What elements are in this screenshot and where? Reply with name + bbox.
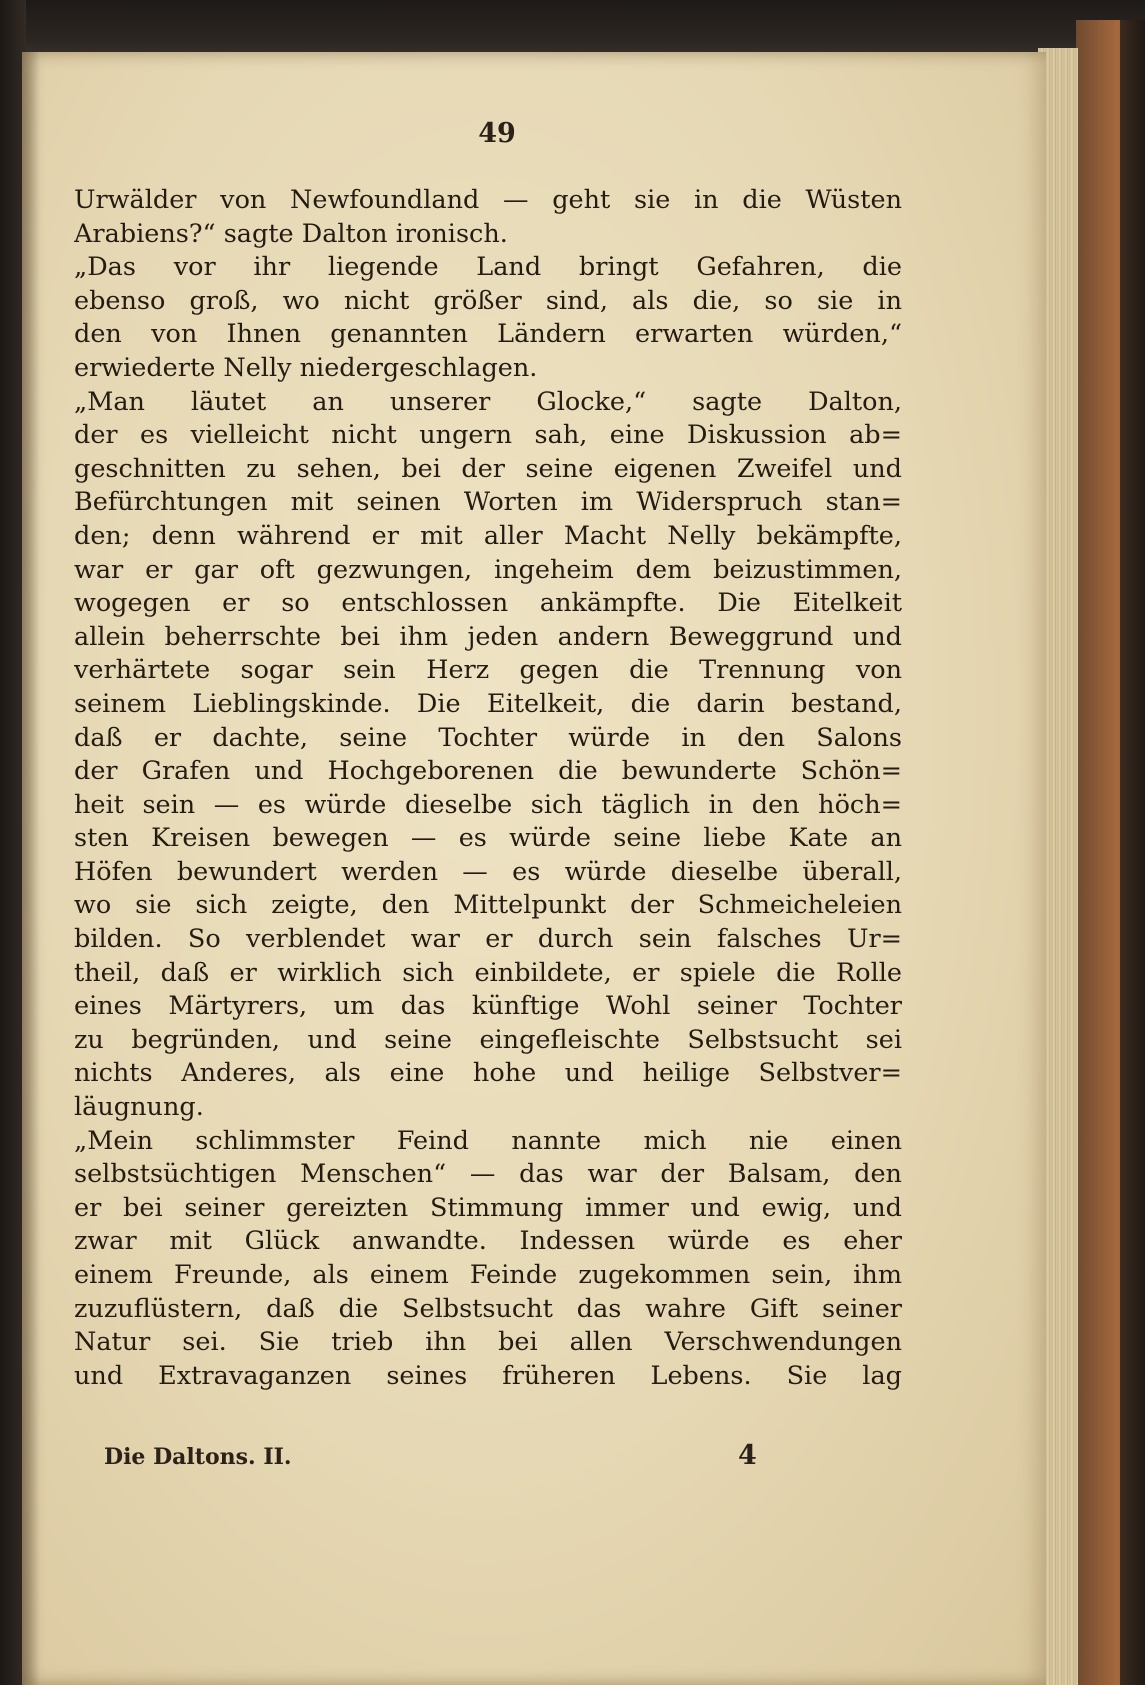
text-line: verhärtete sogar sein Herz gegen die Trennung von	[74, 655, 902, 686]
text-line: Urwälder von Newfoundland — geht sie in die Wüsten	[74, 185, 902, 215]
text-line: „Man läutet an unserer Glocke,“ sagte Dalton,	[74, 386, 902, 417]
text-line: zu begründen, und seine eingefleischte Selbstsucht sei	[74, 1024, 902, 1055]
text-line: nichts Anderes, als eine hohe und heilige Selbstver=	[74, 1058, 902, 1089]
text-line: er bei seiner gereizten Stimmung immer und ewig, und	[74, 1192, 902, 1223]
page-number: 49	[478, 118, 516, 149]
text-line: „Mein schlimmster Feind nannte mich nie einen	[74, 1125, 902, 1156]
text-line: seinem Lieblingskinde. Die Eitelkeit, die darin bestand,	[74, 688, 902, 719]
text-line: heit sein — es würde dieselbe sich täglich in den höch=	[74, 789, 902, 820]
footer-signature: Die Daltons. II.	[104, 1444, 292, 1470]
text-line: daß er dachte, seine Tochter würde in den Salons	[74, 722, 902, 753]
text-line: geschnitten zu sehen, bei der seine eigenen Zweifel und	[74, 453, 902, 484]
text-line: Befürchtungen mit seinen Worten im Widerspruch stan=	[74, 487, 902, 518]
book-page	[22, 52, 1046, 1685]
text-line: selbstsüchtigen Menschen“ — das war der Balsam, den	[74, 1159, 902, 1190]
text-line: eines Märtyrers, um das künftige Wohl seiner Tochter	[74, 991, 902, 1022]
text-line: war er gar oft gezwungen, ingeheim dem beizustimmen,	[74, 554, 902, 585]
text-line: zwar mit Glück anwandte. Indessen würde es eher	[74, 1226, 902, 1257]
text-line: einem Freunde, als einem Feinde zugekommen sein, ihm	[74, 1260, 902, 1290]
text-line: theil, daß er wirklich sich einbildete, er spiele die Rolle	[74, 957, 902, 988]
text-line: Höfen bewundert werden — es würde dieselbe überall,	[74, 856, 902, 887]
text-line: der es vielleicht nicht ungern sah, eine Diskussion ab=	[74, 420, 902, 451]
text-line: erwiederte Nelly niedergeschlagen.	[74, 352, 538, 383]
text-line: wo sie sich zeigte, den Mittelpunkt der Schmeicheleien	[74, 890, 902, 921]
text-line: läugnung.	[74, 1092, 204, 1123]
book-cover-top	[0, 0, 1145, 58]
text-line: „Das vor ihr liegende Land bringt Gefahren, die	[74, 252, 902, 283]
footer-sheet-number: 4	[738, 1440, 757, 1471]
text-line: sten Kreisen bewegen — es würde seine liebe Kate an	[74, 823, 902, 854]
body-text	[74, 184, 902, 1393]
text-line: und Extravaganzen seines früheren Lebens. Sie lag	[74, 1360, 902, 1391]
text-line: wogegen er so entschlossen ankämpfte. Die Eitelkeit	[74, 588, 902, 619]
book-cover-edge	[1120, 20, 1145, 1685]
text-line: ebenso groß, wo nicht größer sind, als die, so sie in	[74, 285, 902, 316]
text-line: der Grafen und Hochgeborenen die bewunderte Schön=	[74, 756, 902, 787]
text-line: den; denn während er mit aller Macht Nelly bekämpfte,	[74, 520, 902, 551]
text-line: Natur sei. Sie trieb ihn bei allen Verschwendungen	[74, 1327, 902, 1358]
text-line: zuzuflüstern, daß die Selbstsucht das wahre Gift seiner	[74, 1293, 902, 1324]
text-line: allein beherrschte bei ihm jeden andern Beweggrund und	[74, 621, 902, 652]
text-line: den von Ihnen genannten Ländern erwarten würden,“	[74, 319, 902, 350]
text-line: bilden. So verblendet war er durch sein falsches Ur=	[74, 924, 902, 955]
text-line: Arabiens?“ sagte Dalton ironisch.	[74, 218, 508, 249]
gutter-shadow	[22, 52, 40, 1685]
